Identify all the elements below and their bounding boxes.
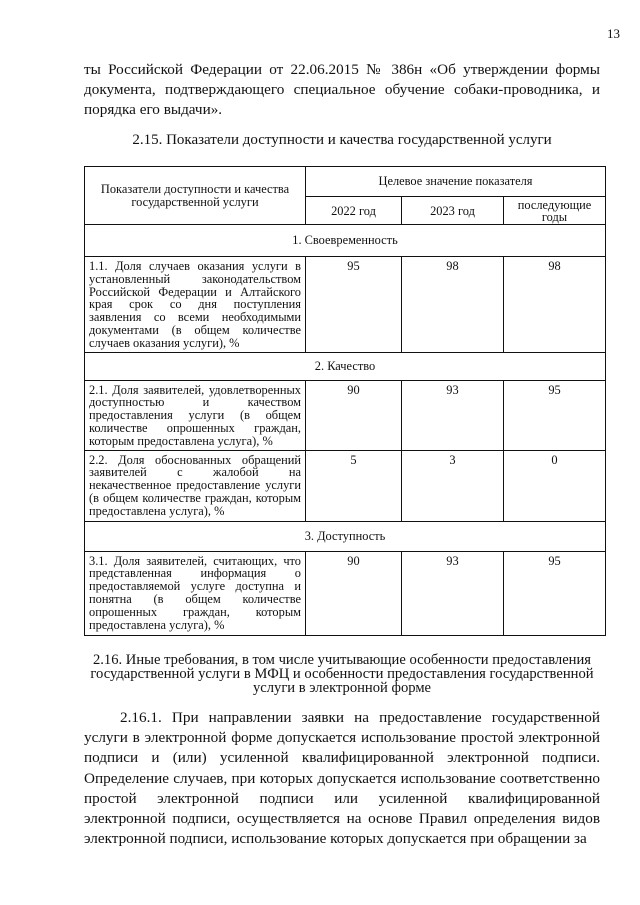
value-2023: 93: [402, 551, 504, 635]
table-row: [85, 551, 606, 635]
group-row: [85, 225, 606, 257]
group-title-timeliness: 1. Своевременность: [85, 225, 606, 257]
group-row: [85, 352, 606, 380]
section-2-15-title: 2.15. Показатели доступности и качества государственной услуги: [132, 132, 552, 148]
intro-paragraph: ты Российской Федерации от 22.06.2015 № 386н «Об утверждении формы документа, подтверждающего специальное обучение собаки-проводника, и порядка его выдачи».: [84, 61, 600, 118]
table-row: [85, 380, 606, 450]
value-2023: 3: [402, 450, 504, 521]
body-text: [84, 708, 600, 849]
header-year-2022: 2022 год: [306, 197, 402, 225]
table-row: [85, 450, 606, 521]
header-year-2023: 2023 год: [402, 197, 504, 225]
header-indicator: Показатели доступности и качества государственной услуги: [85, 167, 306, 225]
value-later: 95: [504, 551, 606, 635]
table-header-row: [85, 167, 606, 197]
section-2-16-title: 2.16. Иные требования, в том числе учитывающие особенности предоставления государственной услуги в МФЦ и особенности предоставления государственной услуги в электронной форме: [90, 652, 594, 696]
value-2022: 90: [306, 551, 402, 635]
value-2022: 95: [306, 257, 402, 353]
page-number: 13: [607, 26, 620, 41]
value-2022: 90: [306, 380, 402, 450]
paragraph-2-16-1: 2.16.1. При направлении заявки на предоставление государственной услуги в электронной форме допускается использование простой электронной подписи и (или) усиленной квалифицированной электронной подписи. Определение случаев, при которых допускается использование соответственно простой электронной подписи или усиленной квалифицированной электронной подписи, осуществляется на основе Правил определения видов электронной подписи, использование которых допускается при обращении за: [84, 709, 600, 848]
indicator-text: 2.1. Доля заявителей, удовлетворенных доступностью и качеством предоставления услуги (в общем количестве опрошенных граждан, которым предоставлена услуга), %: [85, 380, 306, 450]
group-title-accessibility: 3. Доступность: [85, 521, 606, 551]
indicator-text: 1.1. Доля случаев оказания услуги в установленный законодательством Российской Федерации и Алтайского края срок со дня поступления заявления со всеми необходимыми документами (в общем количестве случаев оказания услуги), %: [85, 257, 306, 353]
value-2023: 98: [402, 257, 504, 353]
indicator-text: 3.1. Доля заявителей, считающих, что представленная информация о предоставляемой услуге доступна и понятна (в общем количестве опрошенных граждан, которым предоставлена услуга), %: [85, 551, 306, 635]
group-row: [85, 521, 606, 551]
value-later: 95: [504, 380, 606, 450]
header-year-later: последующие годы: [504, 197, 606, 225]
group-title-quality: 2. Качество: [85, 352, 606, 380]
table-row: [85, 257, 606, 353]
value-later: 98: [504, 257, 606, 353]
value-later: 0: [504, 450, 606, 521]
header-target-value: Целевое значение показателя: [306, 167, 606, 197]
indicator-text: 2.2. Доля обоснованных обращений заявителей с жалобой на некачественное предоставление услуги (в общем количестве граждан, которым предоставлена услуга), %: [85, 450, 306, 521]
value-2022: 5: [306, 450, 402, 521]
value-2023: 93: [402, 380, 504, 450]
indicators-table: [84, 166, 606, 636]
